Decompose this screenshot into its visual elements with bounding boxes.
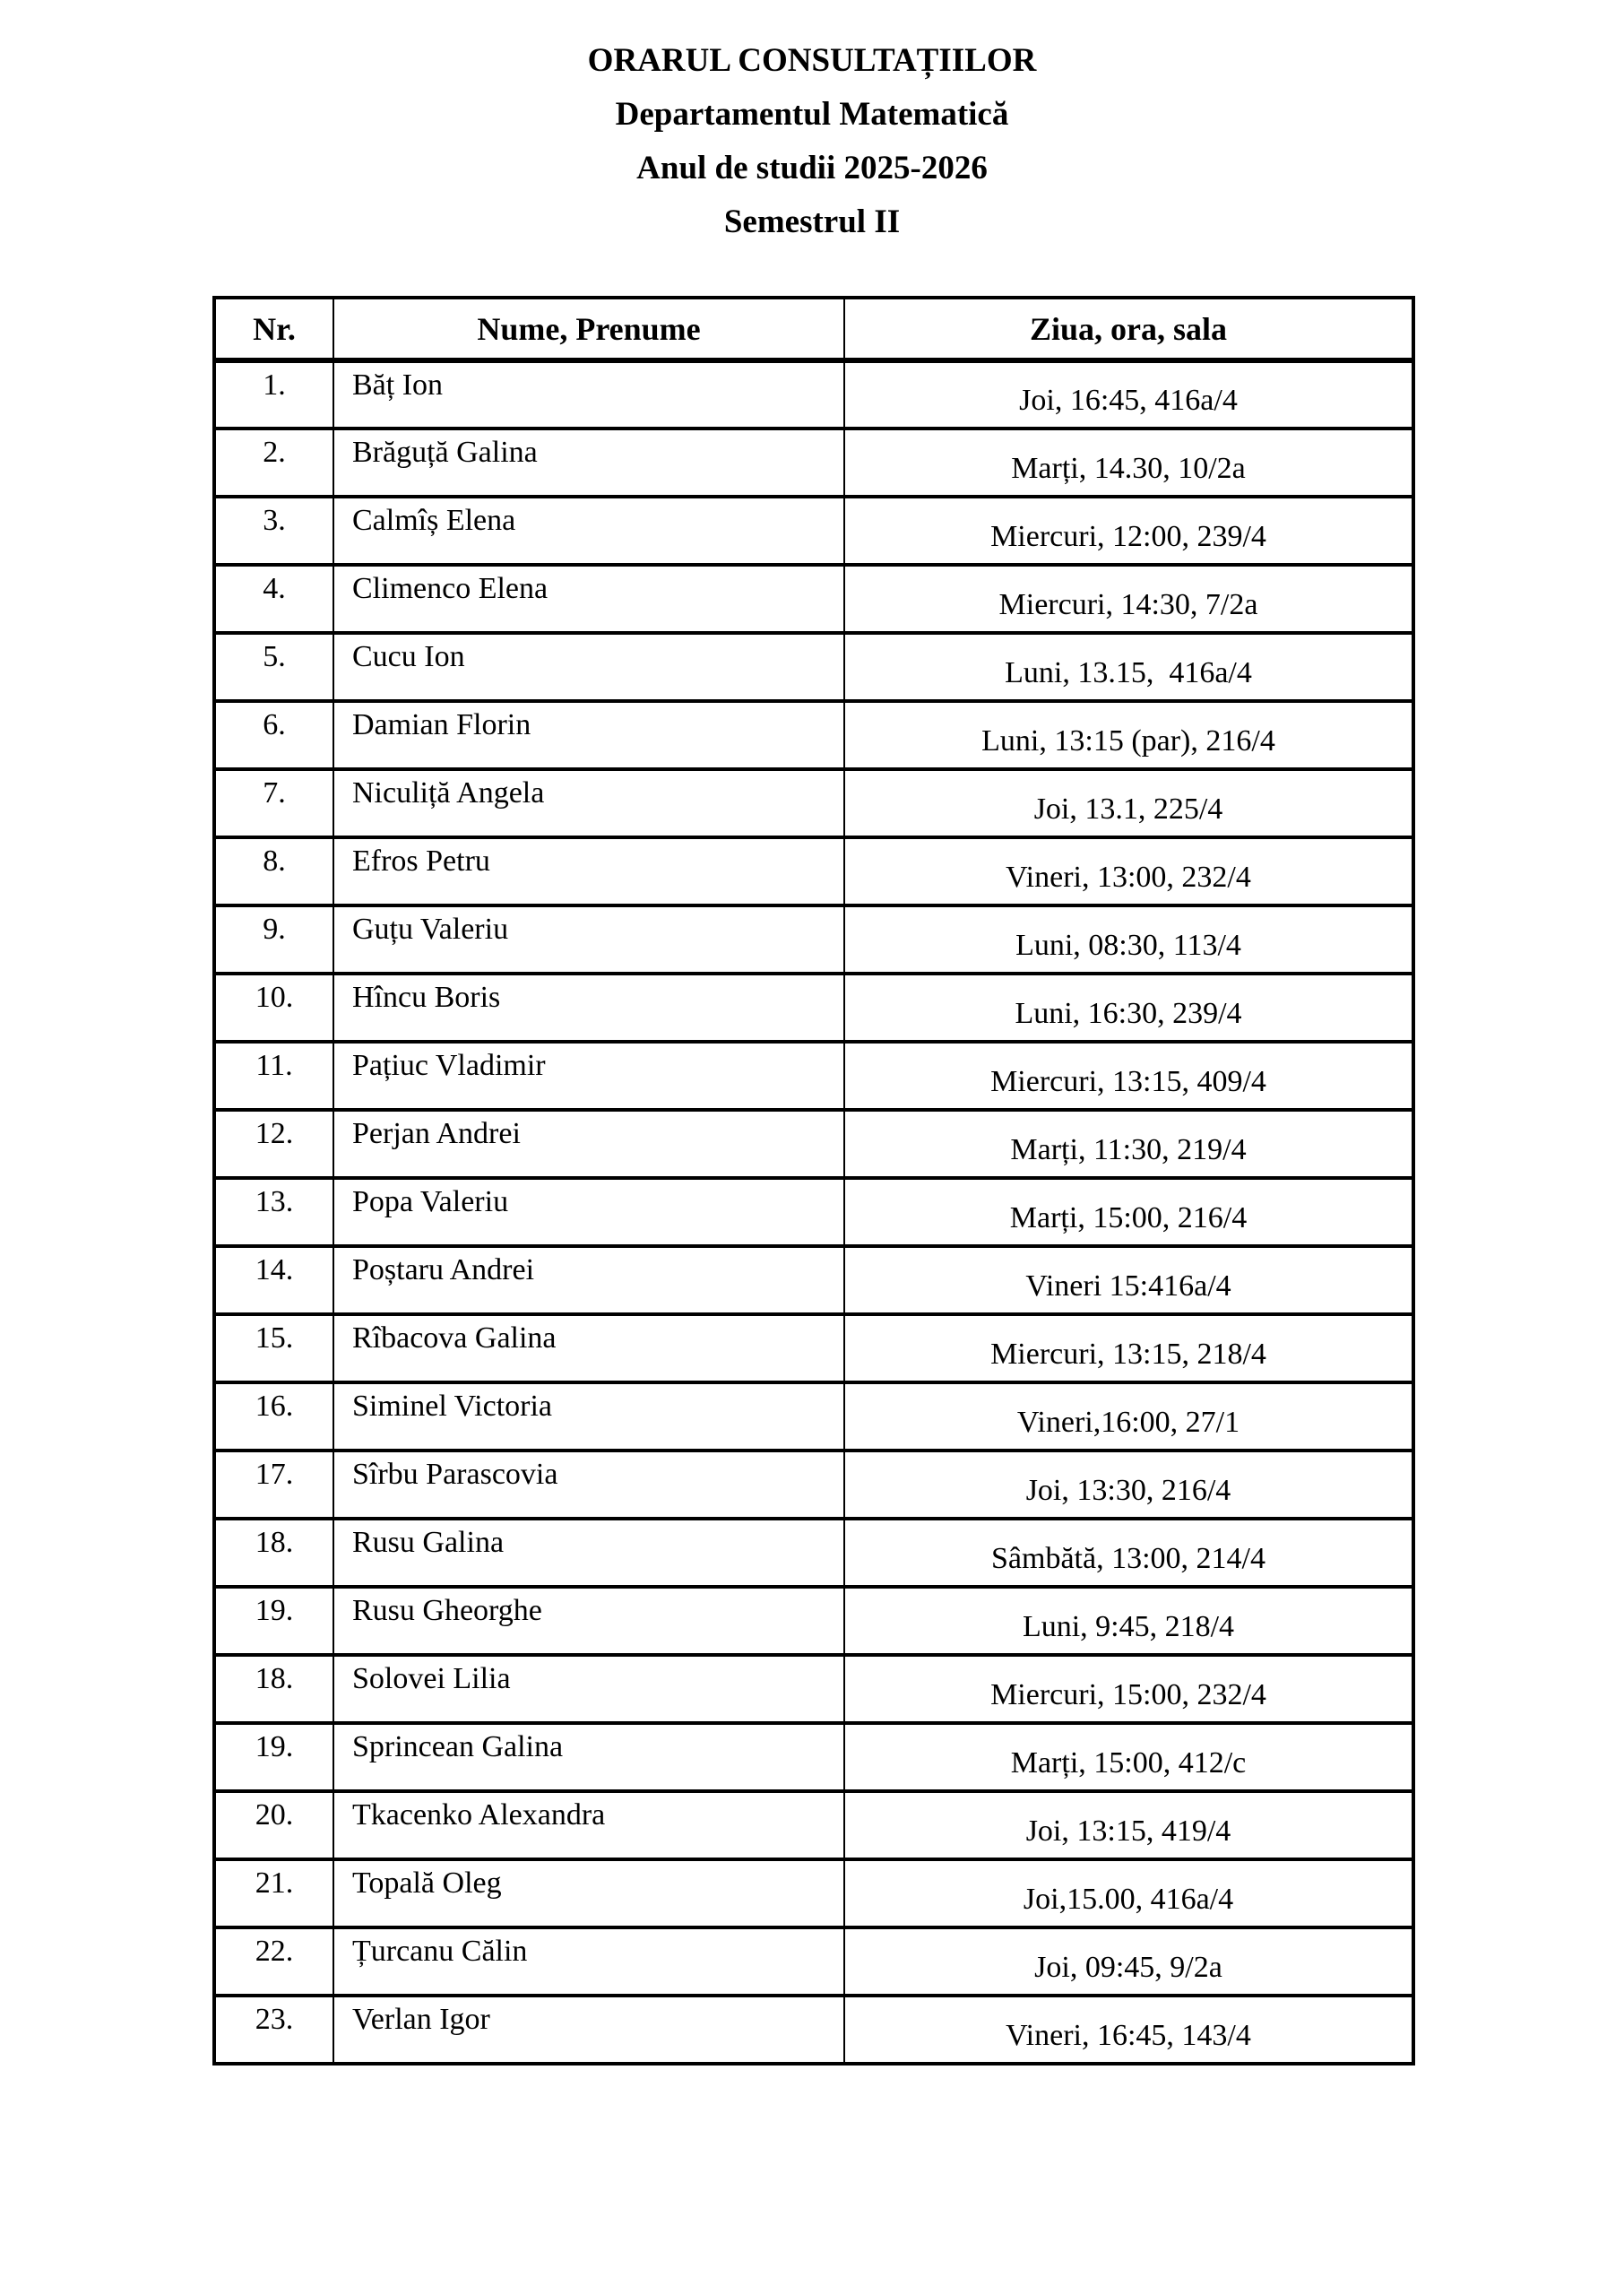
consultation-slot: Marți, 14.30, 10/2a (844, 429, 1413, 497)
row-number: 6. (214, 701, 333, 769)
row-number: 5. (214, 633, 333, 701)
consultation-slot: Vineri, 13:00, 232/4 (844, 837, 1413, 905)
row-number: 13. (214, 1178, 333, 1246)
consultation-slot: Joi, 13:15, 419/4 (844, 1791, 1413, 1859)
consultation-schedule-table (212, 296, 1415, 2066)
row-number: 22. (214, 1927, 333, 1996)
consultation-slot: Luni, 9:45, 218/4 (844, 1587, 1413, 1655)
teacher-name: Verlan Igor (333, 1996, 844, 2064)
teacher-name: Cucu Ion (333, 633, 844, 701)
table-row (214, 1791, 1413, 1859)
table-row (214, 1587, 1413, 1655)
teacher-name: Climenco Elena (333, 565, 844, 633)
table-row (214, 429, 1413, 497)
table-row (214, 1655, 1413, 1723)
row-number: 18. (214, 1655, 333, 1723)
teacher-name: Țurcanu Călin (333, 1927, 844, 1996)
teacher-name: Guțu Valeriu (333, 905, 844, 974)
table-row (214, 1042, 1413, 1110)
document-subtitle-semester: Semestrul II (723, 204, 901, 240)
consultation-slot: Joi, 09:45, 9/2a (844, 1927, 1413, 1996)
row-number: 3. (214, 497, 333, 565)
consultation-slot: Vineri 15:416a/4 (844, 1246, 1413, 1314)
row-number: 9. (214, 905, 333, 974)
table-row (214, 1927, 1413, 1996)
document-title: ORARUL CONSULTAȚIILOR (587, 42, 1037, 79)
table-row (214, 769, 1413, 837)
table-row (214, 837, 1413, 905)
consultation-slot: Vineri,16:00, 27/1 (844, 1382, 1413, 1451)
table-row (214, 633, 1413, 701)
teacher-name: Sîrbu Parascovia (333, 1451, 844, 1519)
consultation-slot: Joi, 13.1, 225/4 (844, 769, 1413, 837)
column-header-schedule: Ziua, ora, sala (844, 298, 1413, 360)
table-row (214, 497, 1413, 565)
row-number: 23. (214, 1996, 333, 2064)
teacher-name: Poștaru Andrei (333, 1246, 844, 1314)
column-header-name: Nume, Prenume (333, 298, 844, 360)
row-number: 16. (214, 1382, 333, 1451)
teacher-name: Tkacenko Alexandra (333, 1791, 844, 1859)
row-number: 1. (214, 360, 333, 429)
teacher-name: Brăguță Galina (333, 429, 844, 497)
teacher-name: Niculiță Angela (333, 769, 844, 837)
consultation-slot: Luni, 08:30, 113/4 (844, 905, 1413, 974)
teacher-name: Pațiuc Vladimir (333, 1042, 844, 1110)
teacher-name: Damian Florin (333, 701, 844, 769)
consultation-slot: Sâmbătă, 13:00, 214/4 (844, 1519, 1413, 1587)
consultation-slot: Miercuri, 14:30, 7/2a (844, 565, 1413, 633)
row-number: 19. (214, 1723, 333, 1791)
row-number: 4. (214, 565, 333, 633)
row-number: 17. (214, 1451, 333, 1519)
teacher-name: Popa Valeriu (333, 1178, 844, 1246)
table-row (214, 701, 1413, 769)
consultation-slot: Miercuri, 12:00, 239/4 (844, 497, 1413, 565)
document-subtitle-study-year: Anul de studii 2025-2026 (636, 150, 988, 186)
consultation-slot: Marți, 15:00, 412/c (844, 1723, 1413, 1791)
table-row (214, 1178, 1413, 1246)
column-header-number: Nr. (214, 298, 333, 360)
teacher-name: Topală Oleg (333, 1859, 844, 1927)
document-subtitle-department: Departamentul Matematică (615, 96, 1009, 133)
consultation-slot: Vineri, 16:45, 143/4 (844, 1996, 1413, 2064)
table-row (214, 360, 1413, 429)
document-title-block (0, 0, 1624, 249)
teacher-name: Rusu Gheorghe (333, 1587, 844, 1655)
row-number: 11. (214, 1042, 333, 1110)
row-number: 8. (214, 837, 333, 905)
row-number: 12. (214, 1110, 333, 1178)
teacher-name: Hîncu Boris (333, 974, 844, 1042)
table-row (214, 1859, 1413, 1927)
consultation-slot: Luni, 13:15 (par), 216/4 (844, 701, 1413, 769)
consultation-slot: Joi, 13:30, 216/4 (844, 1451, 1413, 1519)
row-number: 20. (214, 1791, 333, 1859)
teacher-name: Calmîș Elena (333, 497, 844, 565)
table-row (214, 1519, 1413, 1587)
teacher-name: Rusu Galina (333, 1519, 844, 1587)
table-row (214, 905, 1413, 974)
consultation-slot: Luni, 16:30, 239/4 (844, 974, 1413, 1042)
teacher-name: Efros Petru (333, 837, 844, 905)
consultation-slot: Miercuri, 13:15, 218/4 (844, 1314, 1413, 1382)
table-header-row (214, 298, 1413, 360)
table-row (214, 974, 1413, 1042)
teacher-name: Perjan Andrei (333, 1110, 844, 1178)
row-number: 10. (214, 974, 333, 1042)
row-number: 14. (214, 1246, 333, 1314)
table-row (214, 1314, 1413, 1382)
teacher-name: Băț Ion (333, 360, 844, 429)
table-row (214, 1451, 1413, 1519)
row-number: 21. (214, 1859, 333, 1927)
consultation-slot: Luni, 13.15, 416a/4 (844, 633, 1413, 701)
schedule-table-body (214, 360, 1413, 2064)
table-row (214, 1246, 1413, 1314)
table-row (214, 1723, 1413, 1791)
row-number: 2. (214, 429, 333, 497)
consultation-slot: Marți, 15:00, 216/4 (844, 1178, 1413, 1246)
row-number: 7. (214, 769, 333, 837)
table-row (214, 1996, 1413, 2064)
table-row (214, 565, 1413, 633)
consultation-slot: Miercuri, 15:00, 232/4 (844, 1655, 1413, 1723)
teacher-name: Sprincean Galina (333, 1723, 844, 1791)
consultation-slot: Joi,15.00, 416a/4 (844, 1859, 1413, 1927)
consultation-slot: Miercuri, 13:15, 409/4 (844, 1042, 1413, 1110)
teacher-name: Solovei Lilia (333, 1655, 844, 1723)
consultation-slot: Marți, 11:30, 219/4 (844, 1110, 1413, 1178)
row-number: 19. (214, 1587, 333, 1655)
consultation-slot: Joi, 16:45, 416a/4 (844, 360, 1413, 429)
teacher-name: Siminel Victoria (333, 1382, 844, 1451)
table-row (214, 1110, 1413, 1178)
table-row (214, 1382, 1413, 1451)
row-number: 18. (214, 1519, 333, 1587)
row-number: 15. (214, 1314, 333, 1382)
teacher-name: Rîbacova Galina (333, 1314, 844, 1382)
